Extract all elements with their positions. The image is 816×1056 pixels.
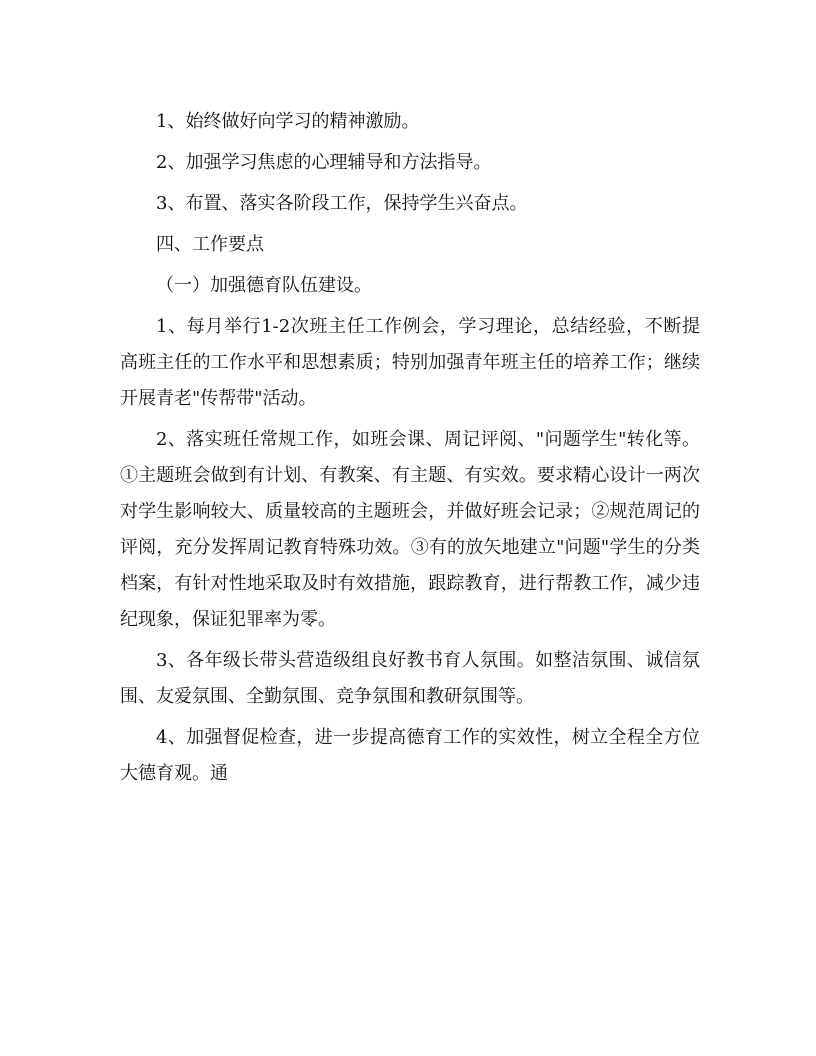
- paragraph-point-3: 3、布置、落实各阶段工作，保持学生兴奋点。: [156, 193, 528, 214]
- document-body: [120, 104, 700, 797]
- paragraph-monthly-meeting: 1、每月举行1-2次班主任工作例会，学习理论，总结经验，不断提高班主任的工作水平和思想素质；特别加强青年班主任的培养工作；继续开展青老"传帮带"活动。: [120, 316, 700, 409]
- paragraph-supervision: 4、加强督促检查，进一步提高德育工作的实效性，树立全程全方位大德育观。通: [120, 727, 700, 784]
- section-heading-work-points: 四、工作要点: [156, 234, 264, 255]
- paragraph-grade-atmosphere: 3、各年级长带头营造级组良好教书育人氛围。如整洁氛围、诚信氛围、友爱氛围、全勤氛围、竞争氛围和教研氛围等。: [120, 650, 700, 707]
- paragraph-point-1: 1、始终做好向学习的精神激励。: [156, 111, 420, 132]
- subsection-heading-moral-team: （一）加强德育队伍建设。: [156, 275, 372, 296]
- paragraph-class-routine: 2、落实班任常规工作，如班会课、周记评阅、"问题学生"转化等。①主题班会做到有计划、有教案、有主题、有实效。要求精心设计一两次对学生影响较大、质量较高的主题班会，并做好班会记录；②规范周记的评阅，充分发挥周记教育特殊功效。③有的放矢地建立"问题"学生的分类档案，有针对性地采取及时有效措施，跟踪教育，进行帮教工作，减少违纪现象，保证犯罪率为零。: [120, 429, 700, 630]
- paragraph-point-2: 2、加强学习焦虑的心理辅导和方法指导。: [156, 152, 492, 173]
